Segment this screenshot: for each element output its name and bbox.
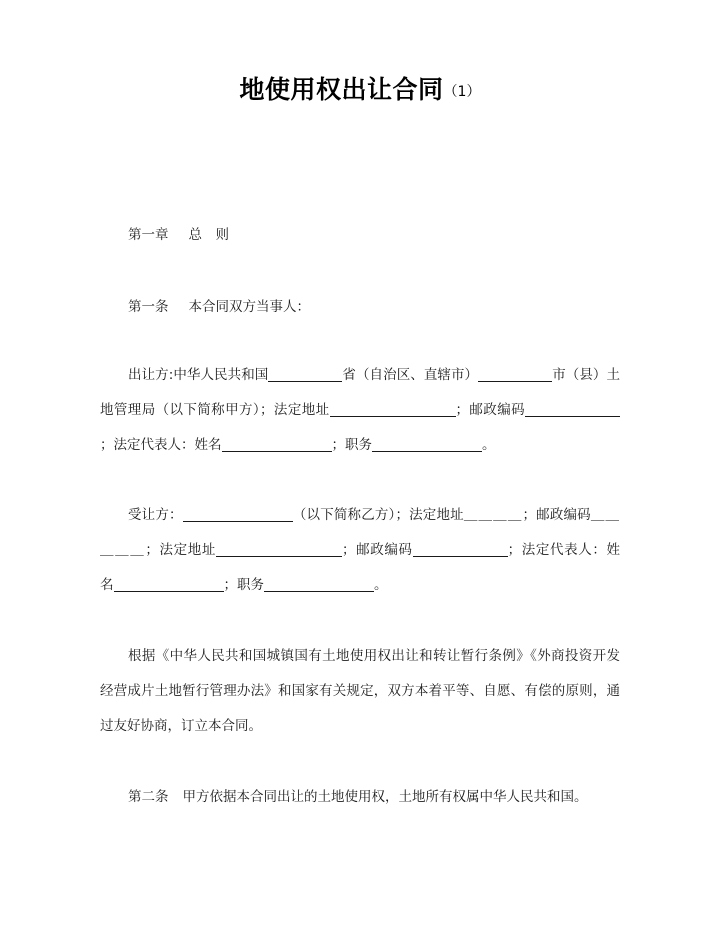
grantee-rep-name-blank[interactable] bbox=[114, 578, 224, 592]
article-1-heading bbox=[100, 290, 620, 325]
grantor-after-postcode: ；法定代表人：姓名 bbox=[100, 437, 222, 453]
regulation-title-1: 《中华人民共和国城镇国有土地使用权出让和转让暂行条例》 bbox=[155, 648, 531, 664]
grantee-after-address2: ；邮政编码 bbox=[342, 542, 413, 558]
grantor-paragraph bbox=[100, 358, 620, 463]
chapter-name: 总 则 bbox=[188, 227, 229, 243]
grantee-rep-title-blank[interactable] bbox=[264, 578, 374, 592]
grantee-after-postcode2: ；法定代表人：姓名 bbox=[100, 542, 620, 593]
chapter-label: 第一章 bbox=[128, 227, 169, 243]
legal-basis-text: 和国家有关规定，双方本着平等、自愿、有偿的原则，通过友好协商，订立本合同。 bbox=[100, 683, 621, 734]
page-title-suffix: （1） bbox=[443, 84, 481, 100]
grantee-postcode-underscores[interactable]: ＿＿＿＿＿ bbox=[100, 507, 621, 558]
paragraph-gap bbox=[100, 253, 620, 290]
grantor-after-name: ；职务 bbox=[331, 437, 372, 453]
grantor-rep-title-blank[interactable] bbox=[372, 438, 482, 452]
grantor-rep-name-blank[interactable] bbox=[222, 438, 332, 452]
page-title-main: 地使用权出让合同 bbox=[239, 75, 444, 104]
article-2-paragraph bbox=[100, 780, 620, 815]
grantor-lead: 出让方:中华人民共和国 bbox=[128, 367, 269, 383]
grantee-after-rep-name: ；职务 bbox=[223, 577, 264, 593]
chapter-heading bbox=[100, 218, 620, 253]
page-title bbox=[0, 74, 720, 105]
grantee-after-postcode: ；法定地址 bbox=[145, 542, 216, 558]
grantee-address-underscores[interactable]: ＿＿＿＿ bbox=[463, 507, 523, 523]
grantor-tail: 。 bbox=[482, 437, 496, 453]
grantor-postcode-blank[interactable] bbox=[525, 403, 620, 417]
paragraph-gap bbox=[100, 325, 620, 358]
grantor-after-address: ；邮政编码 bbox=[455, 402, 526, 418]
province-blank[interactable] bbox=[268, 368, 342, 382]
article-1-label: 第一条 bbox=[128, 299, 169, 315]
grantee-lead: 受让方： bbox=[128, 507, 183, 523]
paragraph-gap bbox=[100, 603, 620, 639]
grantee-postcode2-blank[interactable] bbox=[413, 543, 508, 557]
grantee-paragraph bbox=[100, 498, 620, 603]
city-blank[interactable] bbox=[478, 368, 552, 382]
legal-basis-lead: 根据 bbox=[128, 648, 156, 664]
article-2-label: 第二条 bbox=[128, 789, 169, 805]
grantor-after-city: 市（县）土地管理局（以下简称甲方）；法定地址 bbox=[100, 367, 620, 418]
grantee-after-name-blank: （以下简称乙方）；法定地址 bbox=[292, 507, 464, 523]
paragraph-gap bbox=[100, 744, 620, 780]
article-2-text: 甲方依据本合同出让的土地使用权，土地所有权属中华人民共和国。 bbox=[182, 789, 588, 805]
grantor-address-blank[interactable] bbox=[330, 403, 456, 417]
grantee-name-blank[interactable] bbox=[183, 508, 293, 522]
grantor-after-province: 省（自治区、直辖市） bbox=[342, 367, 479, 383]
legal-basis-paragraph bbox=[100, 639, 620, 744]
document-body bbox=[100, 218, 620, 815]
grantee-tail: 。 bbox=[374, 577, 388, 593]
paragraph-gap bbox=[100, 463, 620, 498]
regulation-title-2: 《外商投资开发经营成片土地暂行管理办法》 bbox=[100, 648, 621, 699]
article-1-text: 本合同双方当事人： bbox=[188, 299, 310, 315]
grantee-after-address: ；邮政编码 bbox=[522, 507, 591, 523]
grantee-address2-blank[interactable] bbox=[216, 543, 342, 557]
